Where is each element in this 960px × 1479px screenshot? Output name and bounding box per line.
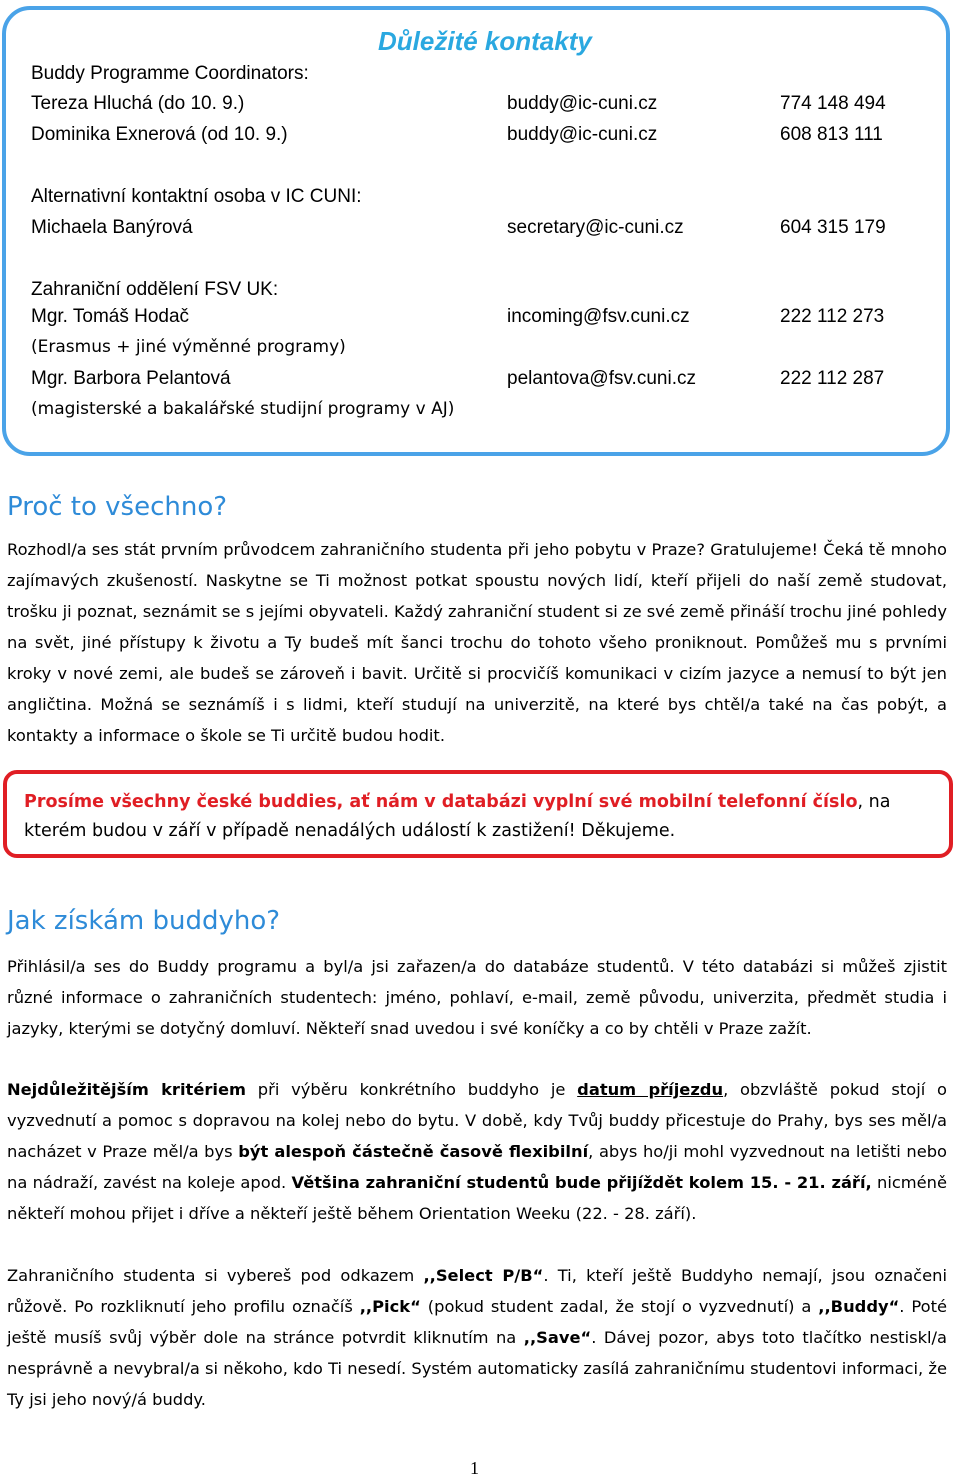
text-run: ,,Pick“ — [359, 1297, 421, 1316]
text-run: Zahraničního studenta si vybereš pod odkazem — [7, 1266, 424, 1285]
fsv-heading: Zahraniční oddělení FSV UK: — [31, 279, 279, 300]
fsv-contact-phone: 222 112 273 — [780, 306, 885, 327]
alt-contact-name: Michaela Banýrová — [31, 217, 193, 238]
notice-box — [3, 770, 953, 858]
contacts-title: Důležité kontakty — [378, 26, 592, 56]
text-run: . Ti, kteří ještě Buddyho nemají, jsou označeni růžově. Po rozkliknutí jeho profilu označíš — [7, 1266, 947, 1316]
page-number: 1 — [470, 1458, 479, 1478]
text-run: Většina zahraniční studentů bude přijíždět kolem 15. - 21. září, — [291, 1173, 872, 1192]
section-how-p3 — [7, 1260, 947, 1415]
text-run: , obzvláště pokud stojí o vyzvednutí a pomoc s dopravou na kolej nebo do bytu. V době, kdy Tvůj buddy přicestuje do Prahy, bys ses měl/a nacházet v Praze měl/a bys — [7, 1080, 948, 1161]
section-why-text: Rozhodl/a ses stát prvním průvodcem zahraničního studenta při jeho pobytu v Praze? Gratulujeme! Čeká tě mnoho zajímavých zkušeností. Naskytne se Ti možnost potkat spoustu nových lidí, kteří přijeli do naší země studovat, trošku ji poznat, seznámit se s jejími obyvateli. Každý zahraniční student si ze své země přináší trochu jiné pohledy na svět, jiné přístupy k životu a Ty budeš mít šanci trochu do tohoto všeho proniknout. Pomůžeš mu s prvními kroky v nové zemi, ale budeš se zároveň i bavit. Určitě si procvičíš komunikaci v cizím jazyce a nemusí to být jen angličtina. Možná se seznámíš i s lidmi, kteří studují na univerzitě, na které bys chtěl/a také na čas pobýt, a kontakty a informace o škole se Ti určitě budou hodit. — [7, 540, 947, 745]
coordinator-phone: 608 813 111 — [780, 124, 883, 145]
coordinator-phone: 774 148 494 — [780, 93, 886, 114]
text-run: ,,Select P/B“ — [423, 1266, 544, 1285]
coordinator-name: Dominika Exnerová (od 10. 9.) — [31, 124, 288, 145]
text-run: Nejdůležitějším kritériem — [7, 1080, 246, 1099]
fsv-contact-phone: 222 112 287 — [780, 368, 885, 389]
text-run: , abys ho/ji mohl vyzvednout na letišti nebo na nádraží, zavést na koleje apod. — [7, 1142, 948, 1192]
text-run: ,,Buddy“ — [818, 1297, 900, 1316]
fsv-contact-name: Mgr. Barbora Pelantová — [31, 368, 231, 389]
section-how-p2 — [7, 1074, 947, 1229]
text-run: (pokud student zadal, že stojí o vyzvednutí) a — [420, 1297, 819, 1316]
coordinator-email[interactable]: buddy@ic-cuni.cz — [507, 93, 658, 114]
text-run: ,,Save“ — [523, 1328, 592, 1347]
section-heading-how: Jak získám buddyho? — [7, 906, 281, 936]
text-run: nicméně někteří mohou přijet i dříve a někteří ještě během Orientation Weeku (22. - 28. září). — [7, 1173, 948, 1223]
fsv-contact-name: Mgr. Tomáš Hodač — [31, 306, 190, 327]
fsv-contact-note: (Erasmus + jiné výměnné programy) — [31, 337, 346, 357]
alt-contact-phone: 604 315 179 — [780, 217, 886, 238]
notice-red-text: Prosíme všechny české buddies, ať nám v databázi vyplní své mobilní telefonní číslo — [24, 792, 858, 812]
coordinator-name: Tereza Hluchá (do 10. 9.) — [31, 93, 245, 114]
text-run: při výběru konkrétního buddyho je — [246, 1080, 578, 1099]
alt-contact-heading: Alternativní kontaktní osoba v IC CUNI: — [31, 186, 362, 207]
text-run: . Poté ještě musíš svůj výběr dole na stránce potvrdit kliknutím na — [7, 1297, 948, 1347]
coordinators-heading: Buddy Programme Coordinators: — [31, 63, 309, 84]
fsv-contact-email[interactable]: incoming@fsv.cuni.cz — [507, 306, 690, 327]
text-run: . Dávej pozor, abys toto tlačítko nestiskl/a nesprávně a nevybral/a si někoho, kdo Ti nesedí. Systém automaticky zasílá zahraničnímu studentovi informaci, že Ty jsi jeho nový/á buddy. — [7, 1328, 947, 1409]
notice-black-text: , na kterém budou v září v případě nenadálých událostí k zastižení! Děkujeme. — [24, 792, 891, 841]
section-heading-why: Proč to všechno? — [7, 492, 228, 522]
section-how-p1: Přihlásil/a ses do Buddy programu a byl/a jsi zařazen/a do databáze studentů. V této databázi si můžeš zjistit různé informace o zahraničních studentech: jméno, pohlaví, e-mail, země původu, univerzita, předmět studia i jazyky, kterými se dotyčný domluví. Někteří snad uvedou i své koníčky a co by chtěli v Praze zažít. — [7, 957, 947, 1038]
text-run: být alespoň částečně časově flexibilní — [238, 1142, 589, 1161]
text-run: datum příjezdu — [577, 1080, 724, 1099]
notice-text — [24, 788, 924, 846]
fsv-contact-email[interactable]: pelantova@fsv.cuni.cz — [507, 368, 696, 389]
alt-contact-email[interactable]: secretary@ic-cuni.cz — [507, 217, 684, 238]
fsv-contact-note: (magisterské a bakalářské studijní programy v AJ) — [31, 399, 455, 419]
coordinator-email[interactable]: buddy@ic-cuni.cz — [507, 124, 658, 145]
